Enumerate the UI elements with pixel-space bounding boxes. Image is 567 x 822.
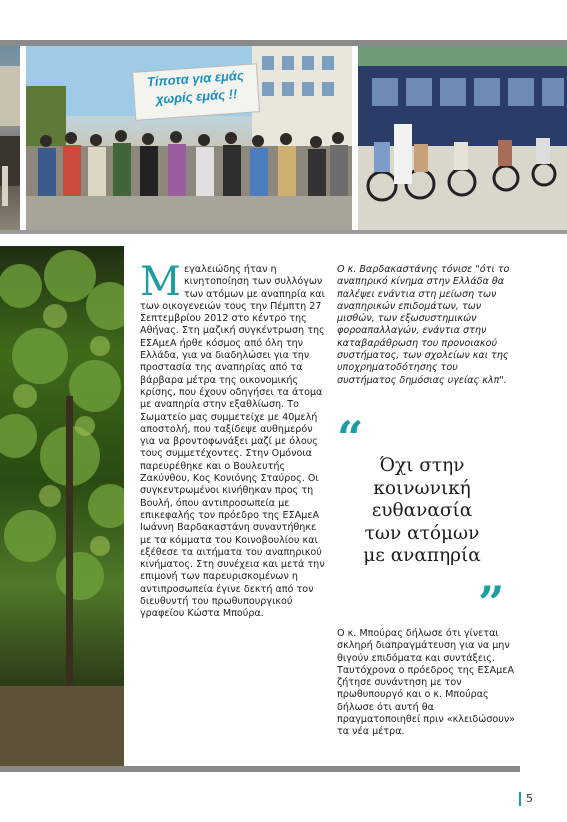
bottom-gray-band <box>0 766 520 772</box>
page-number: 5 <box>519 792 533 806</box>
article-left-text: εγαλειώδης ήταν η κινητοποίηση των συλλόγων των ατόμων με αναπηρία και των οικογενειών τους την Πέμπτη 27 Σεπτεμβρίου 2012 στο κέντρο της Αθήνας. Στη μαζική συγκέντρωση της ΕΣΑμεΑ ήρθε κόσμος από όλη την Ελλάδα, για να διαδηλώσει για την προστασία της αναπηρίας από τα βάρβαρα μέτρα της οικονομικής κρίσης, που έχουν οδηγήσει τα άτομα με αναπηρία στην εξαθλίωση. Το Σωματείο μας συμμετείχε με 40μελή αποστολή, που ταξίδεψε αυθημερόν για να βροντοφωνάξει μαζί με όλους τους συμμετέχοντες. Στην Ομόνοια παρευρέθηκε και ο Βουλευτής Ζακύνθου, Κος Κονιόνης Σταύρος. Οι συγκεντρωμένοι κινήθηκαν προς τη Βουλή, όπου αντιπροσωπεία με επικεφαλής τον πρόεδρο της ΕΣΑμεΑ Ιωάννη Βαρδακαστάνη συναντήθηκε με τα κόμματα του Κοινοβουλίου και εξέθεσε τα αιτήματα του αναπηρικού κινήματος. Στη συνέχεια και μετά την επιμονή των παρευρισκομένων η αντιπροσωπεία έγινε δεκτή από τον διευθυντή του πρωθυπουργικού γραφείου Κώστα Μπούρα. <box>140 264 325 620</box>
tree-photo <box>0 246 124 766</box>
banner-line-2: χωρίς εμάς !! <box>155 86 238 107</box>
banner-line-1: Τίποτα για εμάς <box>146 67 245 90</box>
street-photo-strip <box>0 46 20 230</box>
article-right-column-top: Ο κ. Βαρδακαστάνης τόνισε "ότι το αναπηρικό κίνημα στην Ελλάδα θα παλέψει ενάντια στη μείωση των αναπηρικών επιδομάτων, των μισθών, των εξωσυστημικών φοροαπαλλαγών, ενάντια στην καταβαράθρωση του προνοιακού συστήματος, των σχολείων και της υποχρηματοδότησης του συστήματος δημόσιας υγείας κλπ". <box>337 264 510 386</box>
middle-gray-band <box>0 230 567 234</box>
pull-quote-line: με αναπηρία <box>363 545 481 566</box>
article-right-column-bottom: Ο κ. Μπούρας δήλωσε ότι γίνεται σκληρή διαπραγμάτευση για να μην θιγούν επιδόματα και συντάξεις. Ταυτόχρονα ο πρόεδρος της ΕΣΑμεΑ ζήτησε συνάντηση με τον πρωθυπουργό και ο κ. Μπούρας δήλωσε ότι αυτή θα πραγματοποιηθεί πριν «κλειδώσουν» τα νέα μέτρα. <box>337 628 516 738</box>
open-quote-icon: “ <box>337 411 364 465</box>
pull-quote-line: κοινωνική <box>373 477 471 499</box>
pull-quote-line: των ατόμων <box>364 522 480 544</box>
wheelchair-users-bus-photo <box>358 46 567 230</box>
close-quote-icon: ” <box>478 576 505 630</box>
article-left-column <box>140 259 326 621</box>
pull-quote <box>342 455 502 568</box>
pull-quote-line: ευθανασία <box>371 500 473 521</box>
drop-cap: Μ <box>140 259 181 305</box>
protest-crowd-photo <box>26 46 352 230</box>
pull-quote-line: Όχι στην <box>379 455 465 476</box>
